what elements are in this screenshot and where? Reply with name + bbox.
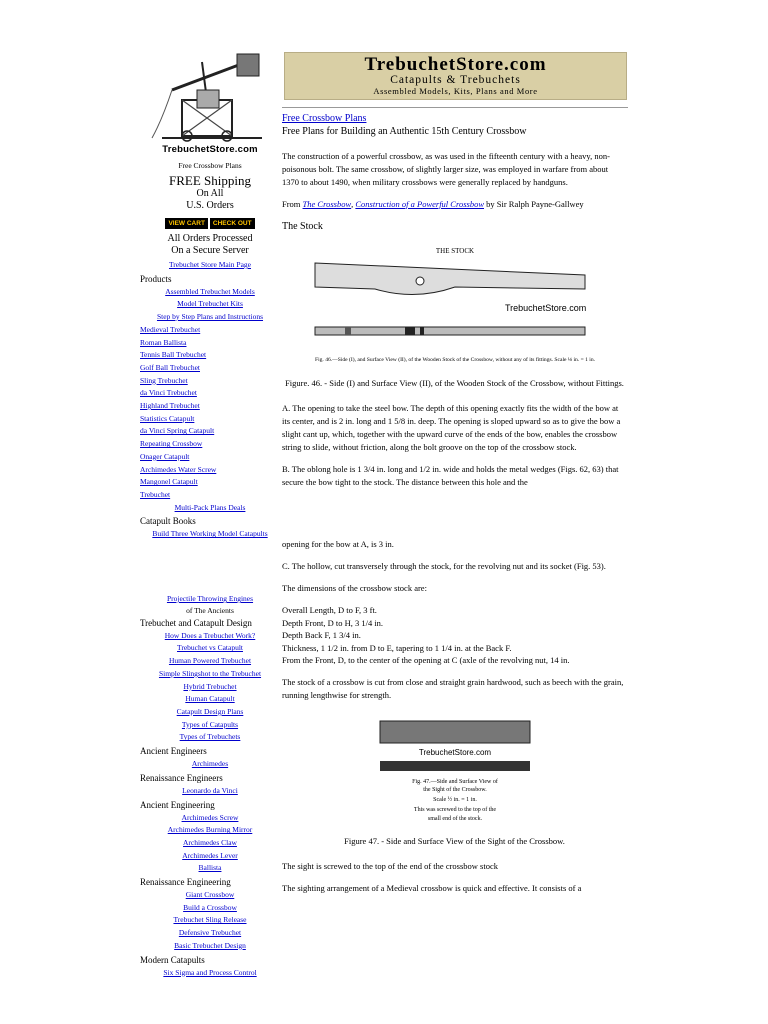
- fig46-print-caption: Fig. 46.—Side (I), and Surface View (II), of the Wooden Stock of the Crossbow, without any of its fittings. Scale ⅛ in. = 1 in.: [314, 358, 595, 363]
- author-text: by Sir Ralph Payne-Gallwey: [486, 199, 584, 209]
- design-link-2[interactable]: Human Powered Trebuchet: [168, 656, 252, 666]
- product-link-10[interactable]: Statistics Catapult: [140, 413, 195, 423]
- book-link-0[interactable]: Build Three Working Model Catapults: [152, 529, 268, 539]
- page-title-link[interactable]: Free Crossbow Plans: [282, 113, 367, 124]
- ancient-engineering-link-2[interactable]: Archimedes Claw: [183, 837, 237, 847]
- modern-catapults-list: [140, 967, 280, 980]
- banner-tagline: Assembled Models, Kits, Plans and More: [373, 86, 538, 96]
- books-heading: Catapult Books: [140, 516, 196, 527]
- products-list: [140, 286, 280, 515]
- dimensions-list: [282, 604, 627, 667]
- product-link-17[interactable]: Multi-Pack Plans Deals: [174, 502, 246, 512]
- design-heading: Trebuchet and Catapult Design: [140, 617, 252, 628]
- product-link-15[interactable]: Mangonel Catapult: [140, 477, 198, 487]
- paragraph-b: B. The oblong hole is 1 3/4 in. long and 1/2 in. wide and holds the metal wedges (Figs. 62, 63) that secure the bow tight to the stock. The distance between this hole and the: [282, 464, 619, 487]
- product-link-14[interactable]: Archimedes Water Screw: [140, 464, 217, 474]
- sighting-paragraph: The sighting arrangement of a Medieval crossbow is quick and effective. It consists of a: [282, 882, 582, 893]
- dimension-item: Overall Length, D to F, 3 ft.: [282, 605, 377, 615]
- renaissance-engineering-list: [140, 889, 280, 953]
- dimensions-intro: The dimensions of the crossbow stock are:: [282, 583, 427, 593]
- ancient-engineering-link-1[interactable]: Archimedes Burning Mirror: [167, 825, 253, 835]
- product-link-4[interactable]: Roman Ballista: [140, 337, 187, 347]
- book-link-construction[interactable]: Construction of a Powerful Crossbow: [355, 199, 484, 209]
- product-link-2[interactable]: Step by Step Plans and Instructions: [156, 312, 264, 322]
- ancient-engineering-link-3[interactable]: Archimedes Lever: [182, 850, 238, 860]
- renaissance-engineering-link-1[interactable]: Build a Crossbow: [183, 902, 237, 912]
- design-link-0[interactable]: How Does a Trebuchet Work?: [164, 630, 256, 640]
- product-link-16[interactable]: Trebuchet: [140, 489, 171, 499]
- renaissance-engineers-heading: Renaissance Engineers: [140, 772, 223, 783]
- product-link-11[interactable]: da Vinci Spring Catapult: [140, 426, 215, 436]
- product-link-7[interactable]: Sling Trebuchet: [140, 375, 188, 385]
- fig47-scale: Scale ½ in. = 1 in.: [432, 796, 477, 803]
- product-link-0[interactable]: Assembled Trebuchet Models: [165, 286, 255, 296]
- ancient-engineers-list: [140, 758, 280, 771]
- product-link-5[interactable]: Tennis Ball Trebuchet: [140, 350, 207, 360]
- page-subtitle: Free Plans for Building an Authentic 15th Century Crossbow: [282, 126, 527, 137]
- banner-subtitle: Catapults & Trebuchets: [390, 74, 521, 86]
- on-all-label: On All: [196, 188, 224, 199]
- trebuchet-logo-image[interactable]: [142, 50, 278, 142]
- modern-catapults-heading: Modern Catapults: [140, 954, 205, 965]
- header-banner[interactable]: [284, 52, 627, 100]
- dimension-item: Thickness, 1 1/2 in. from D to E, tapering to 1 1/4 in. at the Back F.: [282, 642, 512, 653]
- paragraph-a: A. The opening to take the steel bow. The depth of this opening exactly fits the width of the bow at its center, and is 2 in. long and 1 5/8 in. deep. The opening is sloped upward so as to give the bow a slight cant up, which, together with the upward curve of the ends of the bow, enables the crossbow string to slide, without friction, along the bolt groove on the top of the crossbow stock.: [282, 403, 621, 452]
- brand-name: TrebuchetStore.com: [162, 144, 258, 155]
- sight-paragraph: The sight is screwed to the top of the end of the crossbow stock: [282, 860, 498, 871]
- fig47-print-caption-1: Fig. 47.—Side and Surface View of: [411, 778, 498, 785]
- check-out-button[interactable]: CHECK OUT: [210, 218, 255, 229]
- ancient-engineering-link-0[interactable]: Archimedes Screw: [181, 812, 239, 822]
- dimension-item: From the Front, D, to the center of the opening at C (axle of the revolving nut, 14 in.: [282, 655, 570, 665]
- fig47-note-1: This was screwed to the top of the: [413, 806, 496, 813]
- source-prefix: From: [282, 199, 301, 209]
- stock-heading: The Stock: [282, 221, 323, 232]
- ancient-engineering-heading: Ancient Engineering: [140, 799, 215, 810]
- design-link-3[interactable]: Simple Slingshot to the Trebuchet: [158, 668, 262, 678]
- orders-processed-label: All Orders Processed: [167, 233, 253, 244]
- design-link-8[interactable]: Types of Trebuchets: [179, 732, 241, 742]
- figure-46-image: [305, 241, 605, 373]
- us-orders-label: U.S. Orders: [186, 200, 234, 211]
- renaissance-engineering-link-4[interactable]: Basic Trebuchet Design: [174, 940, 246, 950]
- design-list: [140, 630, 280, 744]
- figure-47-caption: Figure 47. - Side and Surface View of the Sight of the Crossbow.: [344, 835, 565, 846]
- product-link-3[interactable]: Medieval Trebuchet: [140, 324, 201, 334]
- fig46-label: THE STOCK: [435, 247, 474, 255]
- wood-paragraph: The stock of a crossbow is cut from close and straight grain hardwood, such as beech with the grain, running lengthwise for strength.: [282, 676, 624, 700]
- renaissance-engineer-link-0[interactable]: Leonardo da Vinci: [182, 785, 238, 795]
- renaissance-engineers-list: [140, 785, 280, 798]
- intro-paragraph: The construction of a powerful crossbow, as was used in the fifteenth century with a heavy, non-poisonous bolt. The same crossbow, of slightly larger size, was employed in warfare from about 1370 to about 1490, when military crossbows were generally replaced by handguns.: [282, 151, 610, 187]
- design-link-1[interactable]: Trebuchet vs Catapult: [177, 643, 243, 653]
- product-link-13[interactable]: Onager Catapult: [140, 451, 190, 461]
- figure-46-caption: Figure. 46. - Side (I) and Surface View (II), of the Wooden Stock of the Crossbow, without Fittings.: [285, 378, 624, 388]
- modern-catapult-link-0[interactable]: Six Sigma and Process Control: [163, 967, 257, 977]
- dimension-item: Depth Front, D to H, 3 1/4 in.: [282, 617, 384, 628]
- fig46-watermark: TrebuchetStore.com: [504, 303, 586, 313]
- design-link-6[interactable]: Catapult Design Plans: [176, 706, 244, 716]
- fig47-note-2: small end of the stock.: [427, 815, 482, 822]
- products-heading: Products: [140, 273, 172, 284]
- ancient-engineers-heading: Ancient Engineers: [140, 746, 207, 757]
- view-cart-button[interactable]: VIEW CART: [165, 218, 207, 229]
- renaissance-engineering-link-2[interactable]: Trebuchet Sling Release: [173, 915, 247, 925]
- design-link-7[interactable]: Types of Catapults: [181, 719, 239, 729]
- renaissance-engineering-link-3[interactable]: Defensive Trebuchet: [178, 928, 242, 938]
- main-page-link[interactable]: Trebuchet Store Main Page: [168, 260, 251, 269]
- paragraph-c: C. The hollow, cut transversely through the stock, for the revolving nut and its socket (Fig. 53).: [282, 561, 606, 571]
- paragraph-b-continued: opening for the bow at A, is 3 in.: [282, 539, 394, 549]
- projectile-engines-link[interactable]: Projectile Throwing Engines: [166, 594, 254, 604]
- main-content: [282, 112, 627, 904]
- renaissance-engineering-link-0[interactable]: Giant Crossbow: [185, 890, 235, 900]
- product-link-6[interactable]: Golf Ball Trebuchet: [140, 362, 200, 372]
- source-paragraph: [282, 198, 627, 211]
- ancient-engineering-link-4[interactable]: Ballista: [198, 863, 222, 873]
- figure-47-image: [375, 711, 535, 831]
- header-divider: [282, 107, 628, 108]
- design-link-4[interactable]: Hybrid Trebuchet: [183, 681, 237, 691]
- ancient-engineer-link-0[interactable]: Archimedes: [191, 759, 229, 769]
- engines-note: of The Ancients: [186, 605, 234, 615]
- renaissance-engineering-heading: Renaissance Engineering: [140, 877, 231, 888]
- design-link-5[interactable]: Human Catapult: [185, 694, 235, 704]
- banner-title: TrebuchetStore.com: [364, 54, 547, 75]
- product-link-12[interactable]: Repeating Crossbow: [140, 439, 203, 449]
- free-plans-label: Free Crossbow Plans: [178, 161, 242, 170]
- fig47-watermark: TrebuchetStore.com: [418, 747, 491, 757]
- dimension-item: Depth Back F, 1 3/4 in.: [282, 630, 361, 640]
- free-shipping-label: FREE Shipping: [169, 173, 251, 188]
- cart-buttons: [165, 218, 254, 229]
- product-link-1[interactable]: Model Trebuchet Kits: [177, 299, 243, 309]
- fig47-print-caption-2: the Sight of the Crossbow.: [422, 786, 487, 793]
- book-link-crossbow[interactable]: The Crossbow: [302, 199, 352, 209]
- books-list: [140, 528, 280, 541]
- product-link-9[interactable]: Highland Trebuchet: [140, 401, 200, 411]
- product-link-8[interactable]: da Vinci Trebuchet: [140, 388, 197, 398]
- secure-server-label: On a Secure Server: [171, 245, 249, 256]
- sidebar: [140, 50, 280, 979]
- book-separator: ,: [351, 199, 354, 209]
- ancient-engineering-list: [140, 812, 280, 876]
